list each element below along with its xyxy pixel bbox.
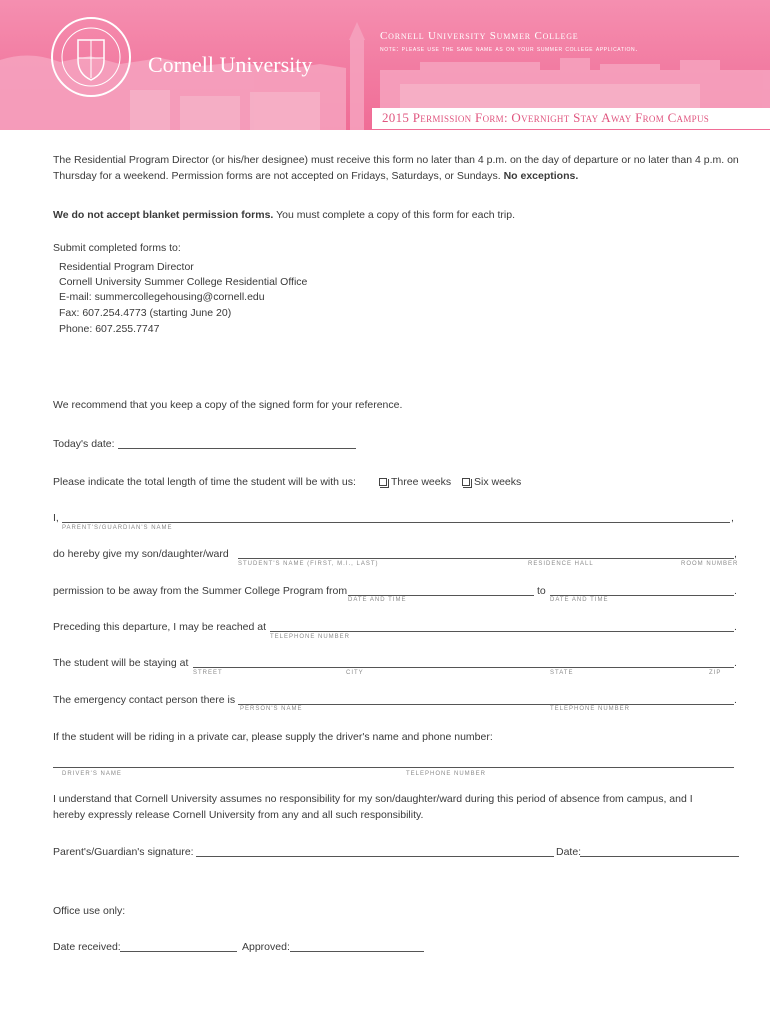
period: . <box>734 621 737 633</box>
signature-date-label: Date: <box>556 846 582 858</box>
submit-label: Submit completed forms to: <box>53 242 181 254</box>
intro-text: The Residential Program Director (or his/her designee) must receive this form no later than 4 p.m. on the day of departure or no later than 4 p.m. on Thursday for a weekend. Permission forms are not accepted on Fridays, Saturdays, or Sundays. <box>53 154 739 182</box>
address-line: Residential Program Director <box>59 261 194 273</box>
address-email[interactable]: E-mail: summercollegehousing@cornell.edu <box>59 291 265 303</box>
state-caption: STATE <box>550 670 574 676</box>
period: . <box>734 694 737 706</box>
emergency-contact-field[interactable] <box>238 704 734 705</box>
give-label: do hereby give my son/daughter/ward <box>53 548 229 560</box>
cornell-seal-logo <box>50 16 132 98</box>
from-date-field[interactable] <box>348 595 534 596</box>
cornell-wordmark: Cornell University <box>148 52 313 77</box>
program-title: Cornell University Summer College <box>380 30 579 42</box>
office-use-label: Office use only: <box>53 905 126 917</box>
drivers-name-caption: DRIVER'S NAME <box>62 771 122 777</box>
address-phone: Phone: 607.255.7747 <box>59 323 160 335</box>
city-caption: CITY <box>346 670 364 676</box>
three-weeks-checkbox[interactable] <box>379 478 387 486</box>
address-fax: Fax: 607.254.4773 (starting June 20) <box>59 307 232 319</box>
date-received-field[interactable] <box>120 951 237 952</box>
permission-label: permission to be away from the Summer College Program from <box>53 585 348 597</box>
to-label: to <box>537 585 546 597</box>
approved-label: Approved: <box>242 941 290 953</box>
blanket-text: You must complete a copy of this form for each trip. <box>276 209 515 221</box>
persons-name-caption: PERSON'S NAME <box>240 706 303 712</box>
release-paragraph: I understand that Cornell University assumes no responsibility for my son/daughter/ward during this period of absence from campus, and I hereby expressly release Cornell University from any and all such responsibility. <box>53 793 693 821</box>
six-weeks-label: Six weeks <box>474 476 522 488</box>
form-title: 2015 Permission Form: Overnight Stay Away From Campus <box>382 110 710 125</box>
staying-address-field[interactable] <box>193 667 734 668</box>
emergency-telephone-caption: TELEPHONE NUMBER <box>550 706 631 712</box>
emergency-label: The emergency contact person there is <box>53 694 236 706</box>
parent-name-field[interactable] <box>62 522 730 523</box>
staying-label: The student will be staying at <box>53 657 189 669</box>
period: . <box>734 657 737 669</box>
driver-telephone-caption: TELEPHONE NUMBER <box>406 771 487 777</box>
reached-label: Preceding this departure, I may be reached at <box>53 621 267 633</box>
three-weeks-option[interactable] <box>379 475 451 490</box>
i-label: I, <box>53 512 59 524</box>
driver-info-field[interactable] <box>53 767 734 768</box>
todays-date-field[interactable] <box>118 448 356 449</box>
signature-date-field[interactable] <box>580 856 739 857</box>
comma: , <box>734 548 737 560</box>
to-date-field[interactable] <box>550 595 734 596</box>
blanket-bold-text: We do not accept blanket permission forms. <box>53 209 274 221</box>
todays-date-label: Today's date: <box>53 438 115 450</box>
signature-field[interactable] <box>196 856 554 857</box>
student-name-field[interactable] <box>238 558 734 559</box>
approved-field[interactable] <box>290 951 424 952</box>
student-name-caption: STUDENT'S NAME (FIRST, M.I., LAST) <box>238 561 379 567</box>
no-exceptions-text: No exceptions. <box>503 169 579 182</box>
blanket-paragraph <box>53 208 515 223</box>
address-line: Cornell University Summer College Residential Office <box>59 276 308 288</box>
to-date-caption: DATE AND TIME <box>550 597 609 603</box>
six-weeks-checkbox[interactable] <box>462 478 470 486</box>
signature-label: Parent's/Guardian's signature: <box>53 846 194 858</box>
street-caption: STREET <box>193 670 223 676</box>
header-note: note: please use the same name as on your summer college application. <box>380 44 638 53</box>
date-received-label: Date received: <box>53 941 121 953</box>
reached-phone-field[interactable] <box>270 631 734 632</box>
intro-paragraph <box>53 153 743 184</box>
recommend-text: We recommend that you keep a copy of the signed form for your reference. <box>53 399 403 411</box>
six-weeks-option[interactable] <box>462 475 521 490</box>
three-weeks-label: Three weeks <box>391 476 452 488</box>
room-number-caption: ROOM NUMBER <box>681 561 739 567</box>
parent-name-caption: PARENT'S/GUARDIAN'S NAME <box>62 525 173 531</box>
from-date-caption: DATE AND TIME <box>348 597 407 603</box>
comma: , <box>731 512 734 524</box>
residence-hall-caption: RESIDENCE HALL <box>528 561 594 567</box>
zip-caption: ZIP <box>709 670 722 676</box>
car-label: If the student will be riding in a private car, please supply the driver's name and phone number: <box>53 731 493 743</box>
period: . <box>734 585 737 597</box>
telephone-caption: TELEPHONE NUMBER <box>270 634 351 640</box>
length-label: Please indicate the total length of time the student will be with us: <box>53 476 356 488</box>
